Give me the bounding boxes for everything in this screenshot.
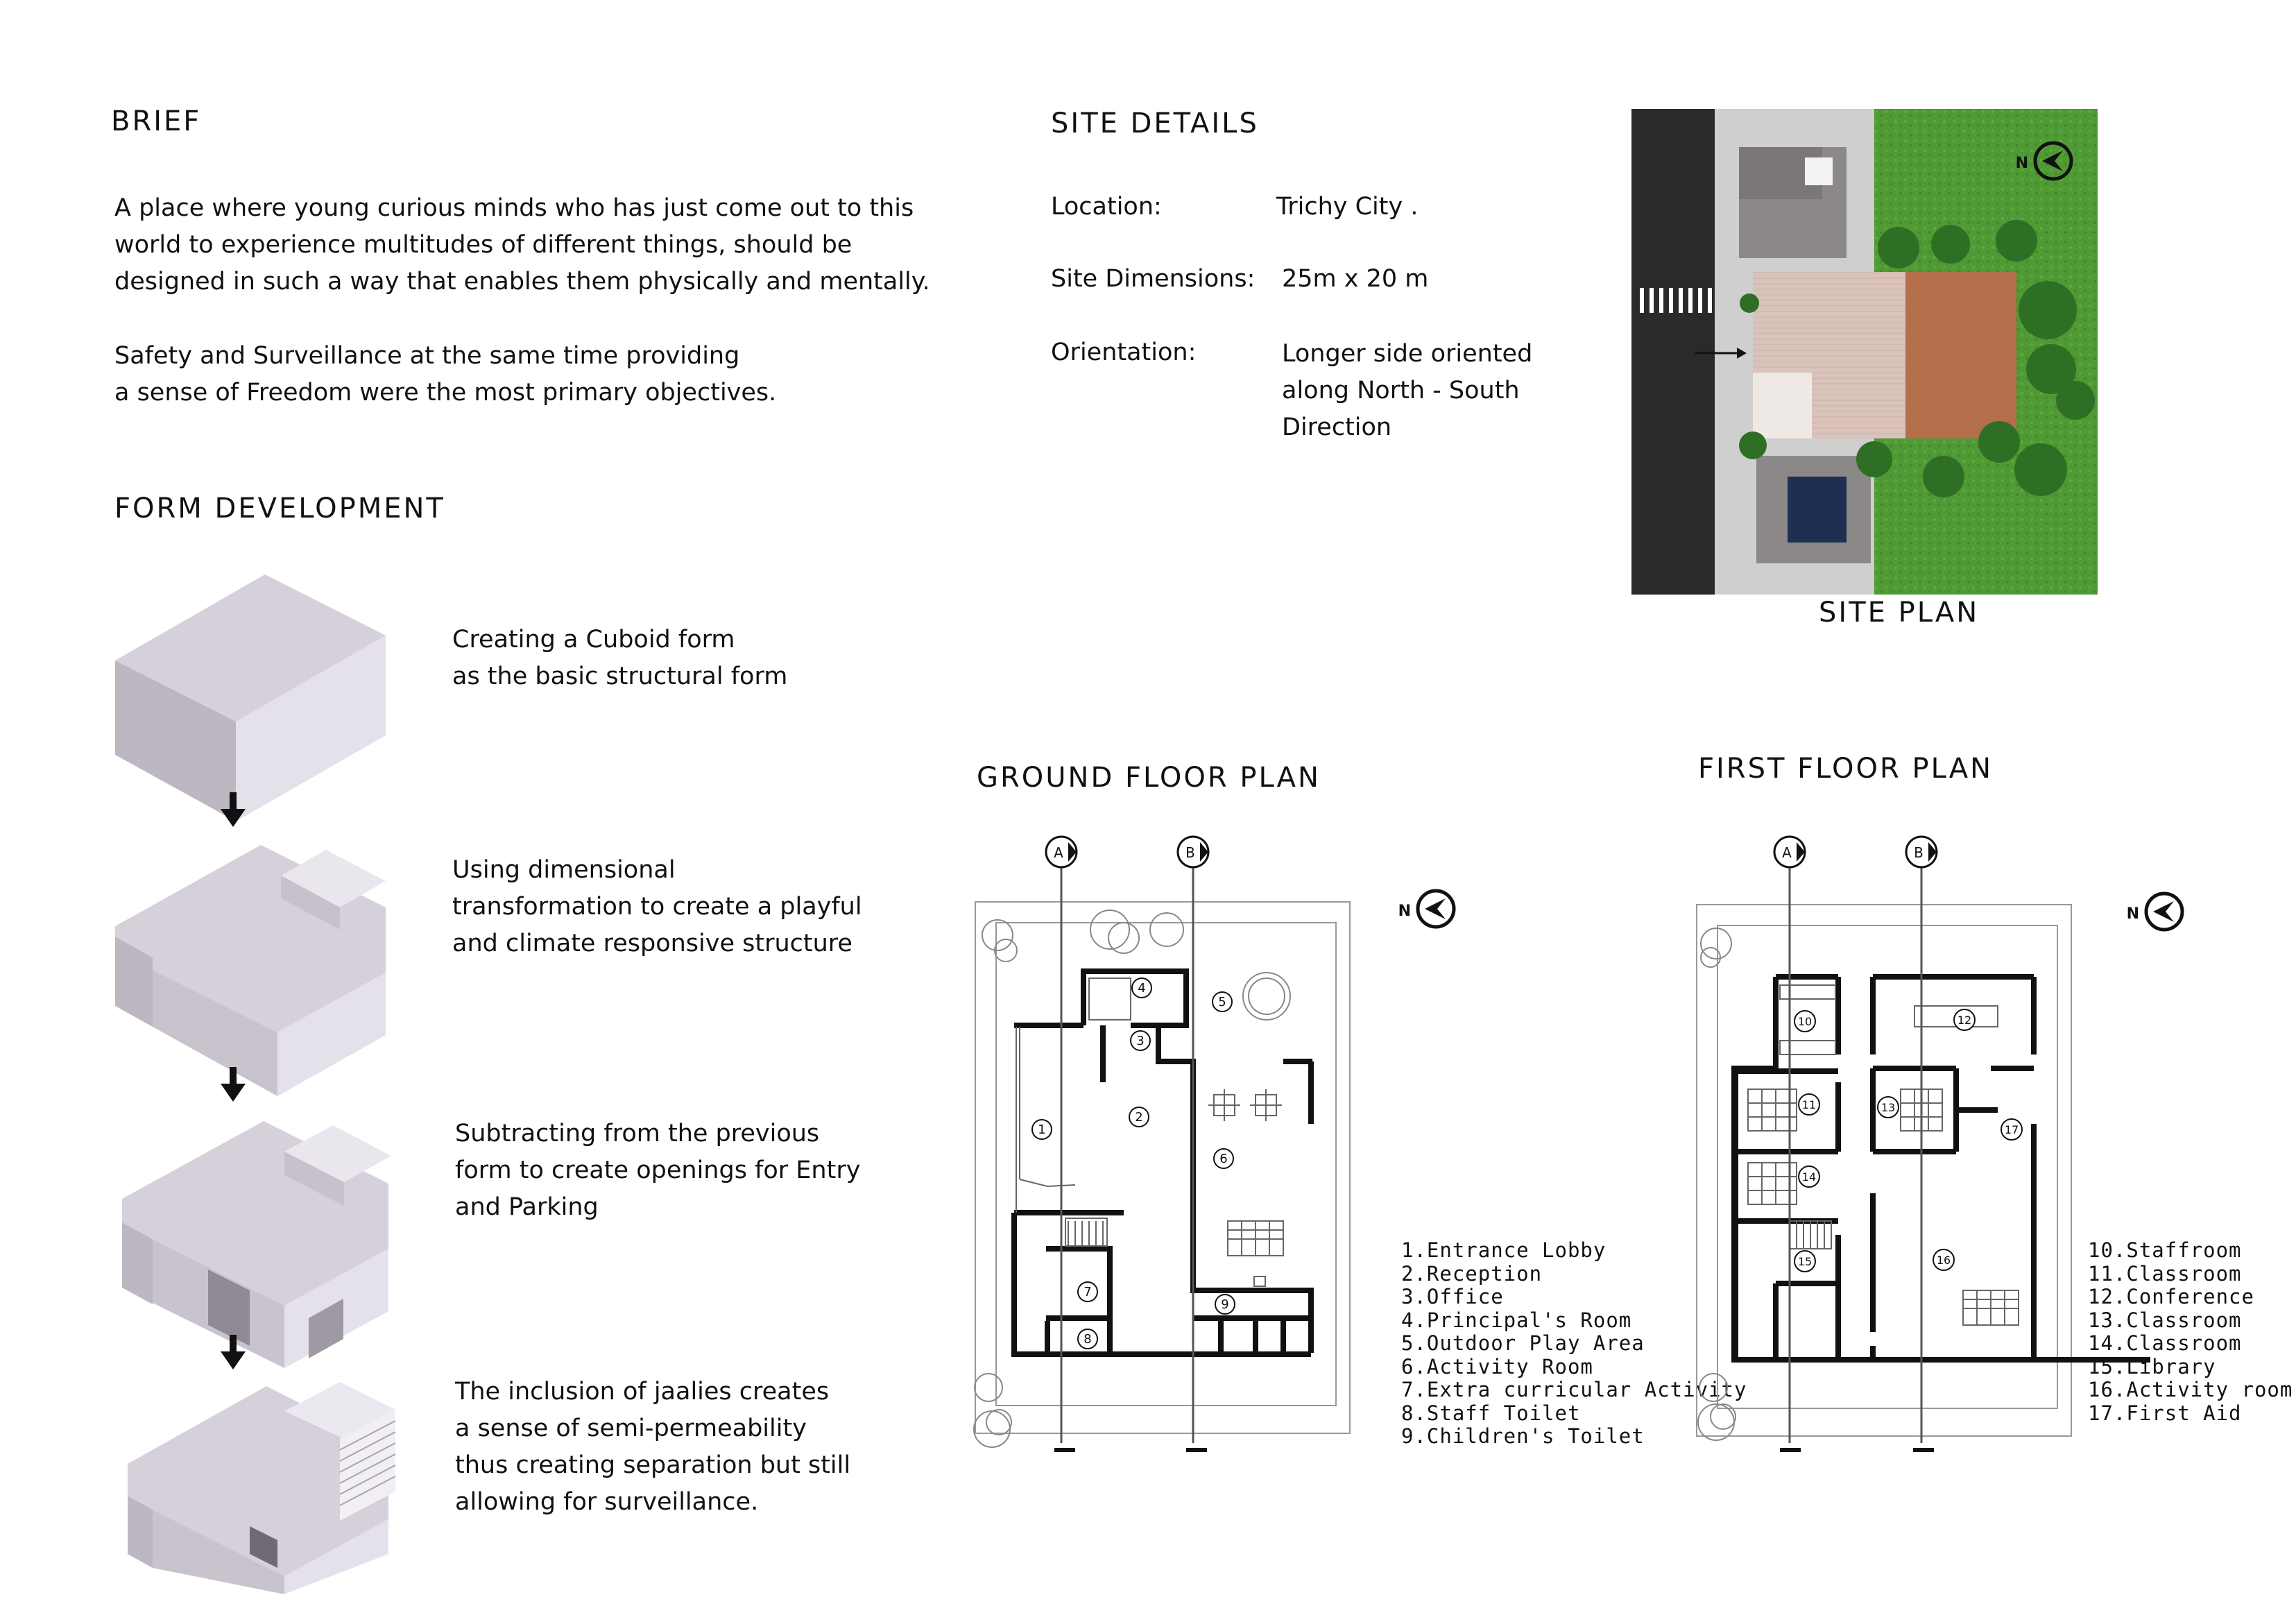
room-tag: [1954, 1009, 1975, 1030]
room-number: 16: [1936, 1254, 1951, 1267]
room-tag: [1078, 1329, 1097, 1349]
form-step-2-text: [452, 852, 862, 962]
ground-floor-plan: [964, 833, 1477, 1471]
first-floor-title: FIRST FLOOR PLAN: [1698, 753, 1994, 785]
orientation-label: Orientation:: [1051, 339, 1197, 366]
room-tag: [1933, 1249, 1954, 1270]
room-number: 8: [1083, 1332, 1092, 1347]
legend-item: 3.Office: [1401, 1285, 1504, 1308]
room-number: 1: [1038, 1122, 1046, 1137]
dimensions-value: 25m x 20 m: [1282, 265, 1429, 293]
section-b-label: B: [1914, 844, 1924, 861]
room-number: 2: [1135, 1110, 1143, 1125]
down-arrow-icon: [221, 792, 246, 827]
form-step-line: allowing for surveillance.: [455, 1488, 759, 1516]
brief-line: world to experience multitudes of different things, should be: [114, 231, 853, 259]
room-number: 4: [1138, 981, 1146, 996]
section-lines: [1054, 852, 1207, 1450]
location-value: Trichy City .: [1276, 193, 1419, 221]
room-tag: [2001, 1119, 2022, 1140]
room-tag: [1794, 1011, 1815, 1032]
room-tag: [1799, 1166, 1819, 1187]
brief-paragraph-2: [114, 338, 776, 411]
form-step-3-text: [455, 1116, 860, 1226]
road: [1631, 109, 1715, 595]
north-label: N: [1398, 903, 1411, 920]
form-step-line: thus creating separation but still: [455, 1451, 851, 1479]
legend-item: 10.Staffroom: [2088, 1238, 2242, 1262]
legend-item: 4.Principal's Room: [1401, 1308, 1632, 1332]
room-number: 15: [1797, 1255, 1813, 1268]
legend-item: 1.Entrance Lobby: [1401, 1238, 1607, 1262]
site-boundary: [1697, 905, 2071, 1436]
brief-line: designed in such a way that enables them physically and mentally.: [114, 268, 930, 296]
legend-item: 8.Staff Toilet: [1401, 1401, 1581, 1425]
orientation-line: Direction: [1282, 413, 1392, 441]
brief-line: A place where young curious minds who has just come out to this: [114, 194, 914, 222]
orientation-value: [1282, 336, 1532, 446]
room-number: 13: [1881, 1101, 1896, 1114]
brief-line: Safety and Surveillance at the same time providing: [114, 342, 740, 370]
section-b-marker: [1178, 837, 1208, 867]
section-b-label: B: [1185, 844, 1195, 861]
room-number: 12: [1957, 1014, 1972, 1027]
form-step-line: form to create openings for Entry: [455, 1156, 861, 1184]
site-plan-north-label: N: [2015, 155, 2028, 172]
site-plan-image: [1631, 109, 2098, 595]
form-step-line: Creating a Cuboid form: [452, 626, 735, 654]
room-number: 6: [1219, 1152, 1228, 1166]
dimensions-label: Site Dimensions:: [1051, 265, 1256, 293]
legend-item: 14.Classroom: [2088, 1331, 2242, 1355]
room-tag: [1032, 1120, 1052, 1139]
activity-furniture: [1208, 1089, 1282, 1121]
room-tag: [1799, 1094, 1819, 1115]
site-details-heading: SITE DETAILS: [1051, 108, 1259, 139]
orientation-line: along North - South: [1282, 377, 1520, 404]
room-number: 14: [1801, 1170, 1817, 1184]
section-b-marker: [1906, 837, 1937, 867]
room-number: 10: [1797, 1015, 1813, 1028]
room-tags: [1794, 1009, 2022, 1272]
room-number: 3: [1136, 1034, 1145, 1048]
room-tag: [1214, 1149, 1233, 1168]
legend-item: 11.Classroom: [2088, 1261, 2242, 1286]
brief-line: a sense of Freedom were the most primary objectives.: [114, 379, 777, 407]
orientation-line: Longer side oriented: [1282, 340, 1533, 368]
jaali-form: [128, 1382, 395, 1594]
room-number: 5: [1218, 995, 1226, 1009]
form-step-line: a sense of semi-permeability: [455, 1415, 807, 1442]
first-floor-legend: [2088, 1239, 2293, 1425]
section-a-label: A: [1782, 844, 1792, 861]
legend-item: 7.Extra curricular Activity: [1401, 1378, 1747, 1401]
form-step-line: and Parking: [455, 1193, 599, 1221]
form-development-heading: FORM DEVELOPMENT: [114, 493, 445, 524]
room-tag: [1078, 1282, 1097, 1301]
site-plan-caption: SITE PLAN: [1819, 597, 1980, 629]
brief-heading: BRIEF: [111, 105, 202, 137]
legend-item: 17.First Aid: [2088, 1401, 2242, 1425]
legend-item: 9.Children's Toilet: [1401, 1424, 1645, 1448]
form-step-line: transformation to create a playful: [452, 893, 862, 921]
north-arrow-icon: [1398, 891, 1454, 927]
room-tag: [1132, 978, 1151, 998]
north-label: N: [2126, 905, 2139, 923]
legend-item: 15.Library: [2088, 1354, 2216, 1378]
legend-item: 5.Outdoor Play Area: [1401, 1331, 1645, 1355]
north-arrow-icon: [2127, 894, 2182, 930]
section-a-label: A: [1054, 844, 1063, 861]
room-number: 7: [1083, 1285, 1092, 1299]
form-development-steps: [111, 569, 402, 1596]
form-step-4-text: [455, 1374, 850, 1521]
legend-item: 13.Classroom: [2088, 1308, 2242, 1332]
subtracted-form: [122, 1121, 391, 1368]
room-tag: [1131, 1031, 1150, 1050]
form-step-1-text: [452, 622, 787, 695]
section-a-marker: [1774, 837, 1805, 867]
form-step-line: Subtracting from the previous: [455, 1120, 820, 1147]
room-tag: [1794, 1251, 1815, 1272]
room-tag: [1215, 1295, 1235, 1314]
ground-floor-walls: [1014, 971, 1312, 1354]
room-number: 11: [1801, 1098, 1817, 1111]
room-number: 9: [1221, 1297, 1229, 1312]
transformed-form: [115, 845, 386, 1096]
brief-paragraph-1: [114, 190, 930, 300]
legend-item: 16.Activity room: [2088, 1378, 2293, 1401]
section-a-marker: [1046, 837, 1077, 867]
first-floor-walls-main: [1736, 977, 2034, 1360]
solar-panel: [1788, 477, 1847, 543]
room-tag: [1878, 1097, 1899, 1118]
form-step-line: Using dimensional: [452, 856, 676, 884]
ground-floor-title: GROUND FLOOR PLAN: [977, 762, 1321, 794]
location-label: Location:: [1051, 193, 1162, 221]
legend-item: 12.Conference: [2088, 1285, 2254, 1308]
form-step-line: as the basic structural form: [452, 663, 788, 690]
legend-item: 6.Activity Room: [1401, 1354, 1593, 1378]
room-tag: [1129, 1107, 1149, 1127]
room-tag: [1213, 992, 1232, 1011]
room-number: 17: [2004, 1123, 2019, 1136]
play-area: [1905, 272, 2016, 438]
form-step-line: The inclusion of jaalies creates: [455, 1378, 830, 1406]
legend-item: 2.Reception: [1401, 1261, 1543, 1286]
form-step-line: and climate responsive structure: [452, 930, 853, 957]
